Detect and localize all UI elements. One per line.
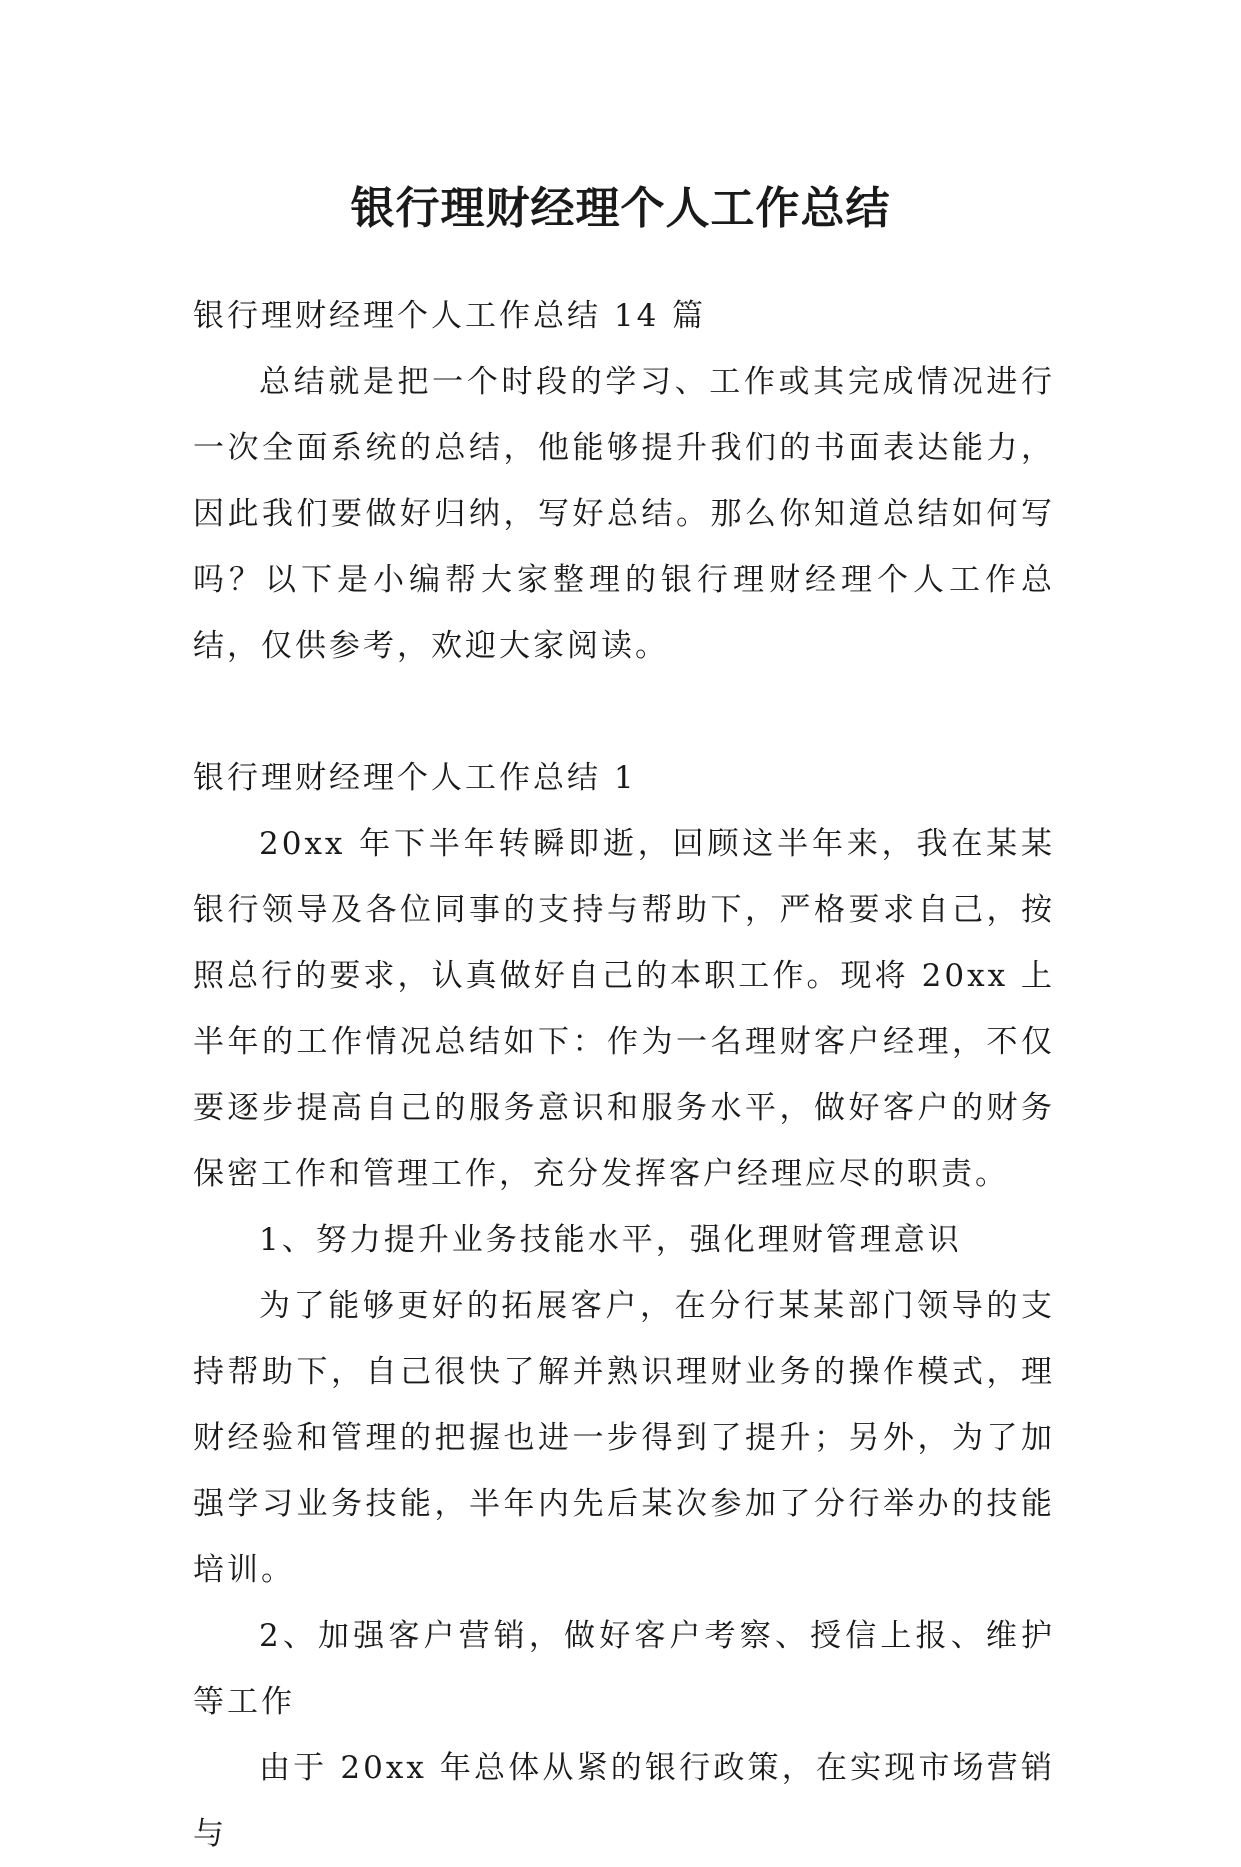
item-body-1: 为了能够更好的拓展客户，在分行某某部门领导的支持帮助下，自己很快了解并熟识理财业务的操作模式，理财经验和管理的把握也进一步得到了提升；另外，为了加强学习业务技能，半年内先后某次参加了分行举办的技能培训。 xyxy=(193,1288,1055,1588)
item-heading-2: 2、加强客户营销，做好客户考察、授信上报、维护等工作 xyxy=(193,1618,1055,1720)
document-subtitle: 银行理财经理个人工作总结 14 篇 xyxy=(193,298,707,334)
document-title: 银行理财经理个人工作总结 xyxy=(350,183,891,235)
item-heading-1: 1、努力提升业务技能水平，强化理财管理意识 xyxy=(259,1222,962,1258)
section-spacer xyxy=(193,679,1055,745)
document-body xyxy=(193,283,1055,1867)
item-body-2: 由于 20xx 年总体从紧的银行政策，在实现市场营销与 xyxy=(193,1750,1055,1852)
section-heading: 银行理财经理个人工作总结 1 xyxy=(193,760,637,796)
section-paragraph: 20xx 年下半年转瞬即逝，回顾这半年来，我在某某银行领导及各位同事的支持与帮助下，严格要求自己，按照总行的要求，认真做好自己的本职工作。现将 20xx 上半年的工作情况总结如下：作为一名理财客户经理，不仅要逐步提高自己的服务意识和服务水平，做好客户的财务保密工作和管理工作，充分发挥客户经理应尽的职责。 xyxy=(193,826,1055,1192)
intro-paragraph: 总结就是把一个时段的学习、工作或其完成情况进行一次全面系统的总结，他能够提升我们的书面表达能力，因此我们要做好归纳，写好总结。那么你知道总结如何写吗？以下是小编帮大家整理的银行理财经理个人工作总结，仅供参考，欢迎大家阅读。 xyxy=(193,364,1055,664)
